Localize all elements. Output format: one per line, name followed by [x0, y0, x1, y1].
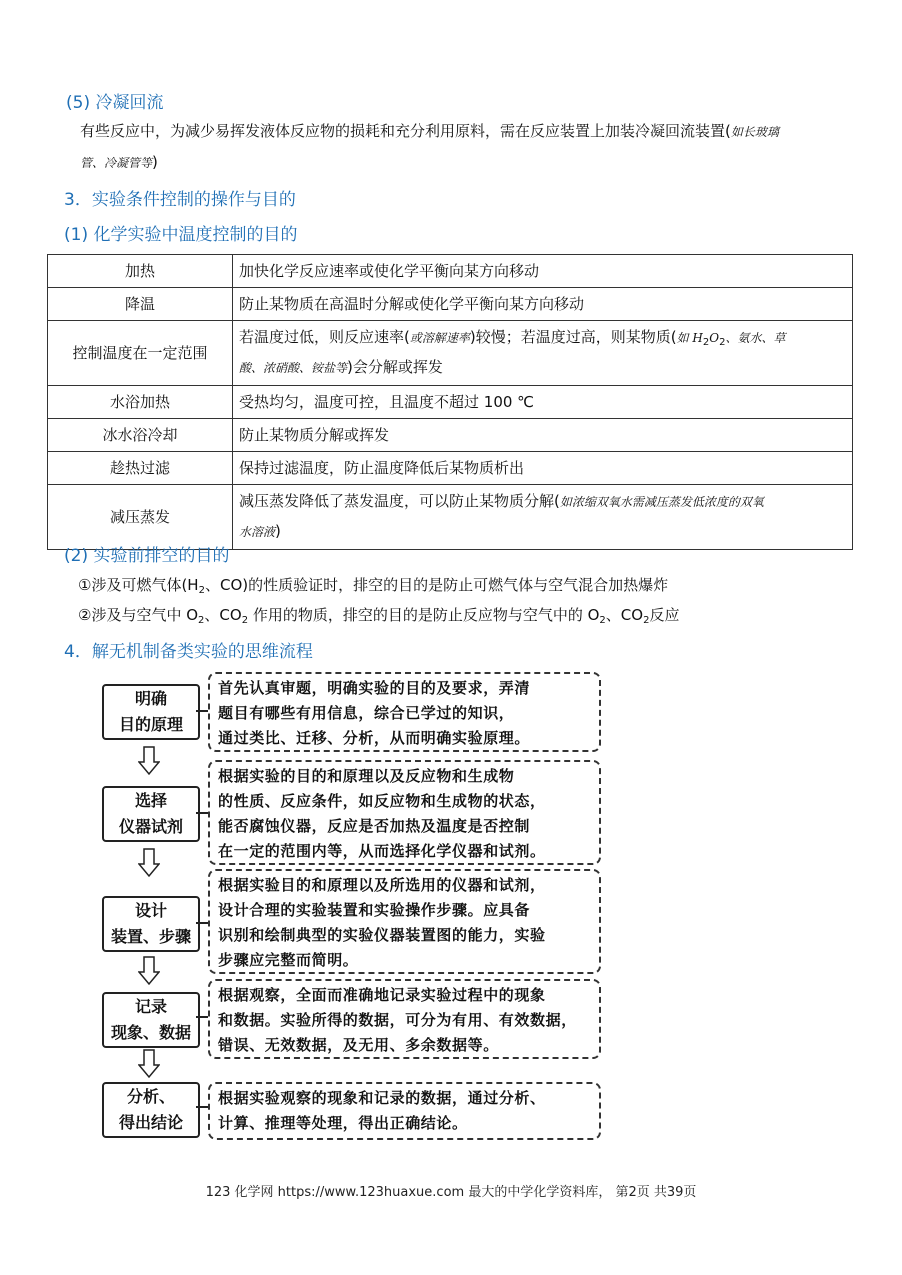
purge-point-2 [78, 600, 679, 630]
table-row [48, 386, 853, 419]
table-cell-key: 趁热过滤 [48, 452, 233, 485]
desc-line: 计算、推理等处理，得出正确结论。 [218, 1114, 468, 1132]
desc-line: 设计合理的实验装置和实验操作步骤。应具备 [218, 901, 531, 919]
cell-note: 水溶液 [239, 525, 276, 539]
step-label: 选择 [134, 791, 167, 810]
desc-line: 根据实验目的和原理以及所选用的仪器和试剂， [218, 876, 546, 894]
section-heading-3: 3．实验条件控制的操作与目的 [64, 190, 296, 210]
step-label: 得出结论 [118, 1113, 183, 1132]
table-row [48, 452, 853, 485]
reflux-end: ) [152, 153, 158, 171]
subheading-purge: (2) 实验前排空的目的 [64, 546, 230, 566]
reflux-note-2: 管、冷凝管等 [80, 156, 153, 170]
flow-step-box [102, 992, 200, 1048]
step-label: 装置、步骤 [110, 927, 191, 946]
desc-line: 在一定的范围内等，从而选择化学仪器和试剂。 [218, 842, 546, 860]
table-cell-key: 加热 [48, 255, 233, 288]
down-arrow-icon [138, 848, 160, 878]
table-cell-value: 防止某物质在高温时分解或使化学平衡向某方向移动 [233, 288, 853, 321]
table-cell-value: 防止某物质分解或挥发 [233, 419, 853, 452]
step-label: 明确 [134, 689, 167, 708]
flow-step-box [102, 684, 200, 740]
section-heading-reflux: (5) 冷凝回流 [66, 93, 164, 113]
subscript: 2 [599, 615, 606, 626]
desc-line: 通过类比、迁移、分析，从而明确实验原理。 [218, 729, 531, 747]
step-label: 记录 [134, 997, 167, 1016]
desc-line: 题目有哪些有用信息，综合已学过的知识， [218, 704, 515, 722]
down-arrow-icon [138, 1049, 160, 1079]
table-cell-key: 控制温度在一定范围 [48, 321, 233, 386]
step-label: 现象、数据 [110, 1023, 191, 1042]
subscript: 2 [719, 337, 726, 348]
table-cell-value [233, 485, 853, 550]
cell-text: )较慢；若温度过高，则某物质( [469, 328, 677, 346]
desc-line: 识别和绘制典型的实验仪器装置图的能力，实验 [218, 926, 546, 944]
flow-step-description [208, 979, 601, 1059]
desc-line: 和数据。实验所得的数据，可分为有用、有效数据， [218, 1011, 577, 1029]
table-row [48, 288, 853, 321]
table-cell-key: 冰水浴冷却 [48, 419, 233, 452]
desc-line: 错误、无效数据，及无用、多余数据等。 [218, 1036, 499, 1054]
text: 反应 [649, 606, 680, 624]
cell-note: O [709, 331, 720, 345]
cell-note: 如浓缩双氧水需减压蒸发低浓度的双氧 [559, 495, 764, 509]
text: ②涉及与空气中 O [78, 606, 199, 624]
subscript: 2 [198, 615, 205, 626]
down-arrow-icon [138, 956, 160, 986]
temperature-control-table [47, 254, 853, 550]
flow-step-description [208, 672, 601, 752]
desc-line: 的性质、反应条件，如反应物和生成物的状态， [218, 792, 546, 810]
flow-step-box [102, 1082, 200, 1138]
desc-line: 根据观察，全面而准确地记录实验过程中的现象 [218, 986, 546, 1004]
table-cell-value: 受热均匀，温度可控，且温度不超过 100 ℃ [233, 386, 853, 419]
connector-line [196, 710, 208, 712]
subheading-temperature: (1) 化学实验中温度控制的目的 [64, 225, 298, 245]
subscript: 2 [643, 615, 650, 626]
desc-line: 根据实验观察的现象和记录的数据，通过分析、 [218, 1089, 546, 1107]
connector-line [196, 1106, 208, 1108]
flow-step-description [208, 869, 601, 974]
cell-note: 、氨水、草 [725, 331, 786, 345]
table-row [48, 321, 853, 386]
page-footer: 123 化学网 https://www.123huaxue.com 最大的中学化学资料库， 第2页 共39页 [205, 1185, 697, 1200]
cell-text: )会分解或挥发 [347, 358, 443, 376]
cell-text: 减压蒸发降低了蒸发温度，可以防止某物质分解( [239, 492, 560, 510]
flow-step-box [102, 896, 200, 952]
purge-point-1 [78, 570, 668, 600]
subscript: 2 [702, 337, 710, 348]
step-label: 目的原理 [118, 715, 183, 734]
table-cell-key: 降温 [48, 288, 233, 321]
text: ①涉及可燃气体(H [78, 576, 199, 594]
step-label: 分析、 [126, 1087, 175, 1106]
table-row [48, 255, 853, 288]
cell-text: 若温度过低，则反应速率( [239, 328, 410, 346]
cell-note: 酸、浓硝酸、铵盐等 [239, 361, 348, 375]
reflux-text: 有些反应中，为减少易挥发液体反应物的损耗和充分利用原料，需在反应装置上加装冷凝回流装置( [80, 122, 731, 140]
table-cell-value: 保持过滤温度，防止温度降低后某物质析出 [233, 452, 853, 485]
flow-step-description [208, 760, 601, 865]
text: 作用的物质，排空的目的是防止反应物与空气中的 O [248, 606, 600, 624]
connector-line [196, 922, 208, 924]
reflux-paragraph [80, 116, 850, 178]
subscript: 2 [198, 585, 205, 596]
desc-line: 根据实验的目的和原理以及反应物和生成物 [218, 767, 515, 785]
text: 、CO [605, 606, 644, 624]
table-row [48, 485, 853, 550]
cell-note: 或溶解速率 [409, 331, 470, 345]
section-heading-4: 4．解无机制备类实验的思维流程 [64, 642, 313, 662]
desc-line: 能否腐蚀仪器，反应是否加热及温度是否控制 [218, 817, 531, 835]
down-arrow-icon [138, 746, 160, 776]
flow-step-description [208, 1082, 601, 1140]
connector-line [196, 812, 208, 814]
flow-step-box [102, 786, 200, 842]
cell-text: ) [275, 522, 281, 540]
table-row [48, 419, 853, 452]
desc-line: 步骤应完整而简明。 [218, 951, 359, 969]
desc-line: 首先认真审题，明确实验的目的及要求，弄清 [218, 679, 531, 697]
subscript: 2 [241, 615, 249, 626]
text: 、CO)的性质验证时，排空的目的是防止可燃气体与空气混合加热爆炸 [204, 576, 669, 594]
step-label: 仪器试剂 [118, 817, 183, 836]
table-cell-value [233, 321, 853, 386]
table-cell-key: 水浴加热 [48, 386, 233, 419]
connector-line [196, 1016, 208, 1018]
step-label: 设计 [134, 901, 167, 920]
reflux-note-1: 如长玻璃 [730, 125, 779, 139]
text: 、CO [204, 606, 242, 624]
table-cell-key: 减压蒸发 [48, 485, 233, 550]
cell-note: 如 H [676, 331, 703, 345]
table-cell-value: 加快化学反应速率或使化学平衡向某方向移动 [233, 255, 853, 288]
